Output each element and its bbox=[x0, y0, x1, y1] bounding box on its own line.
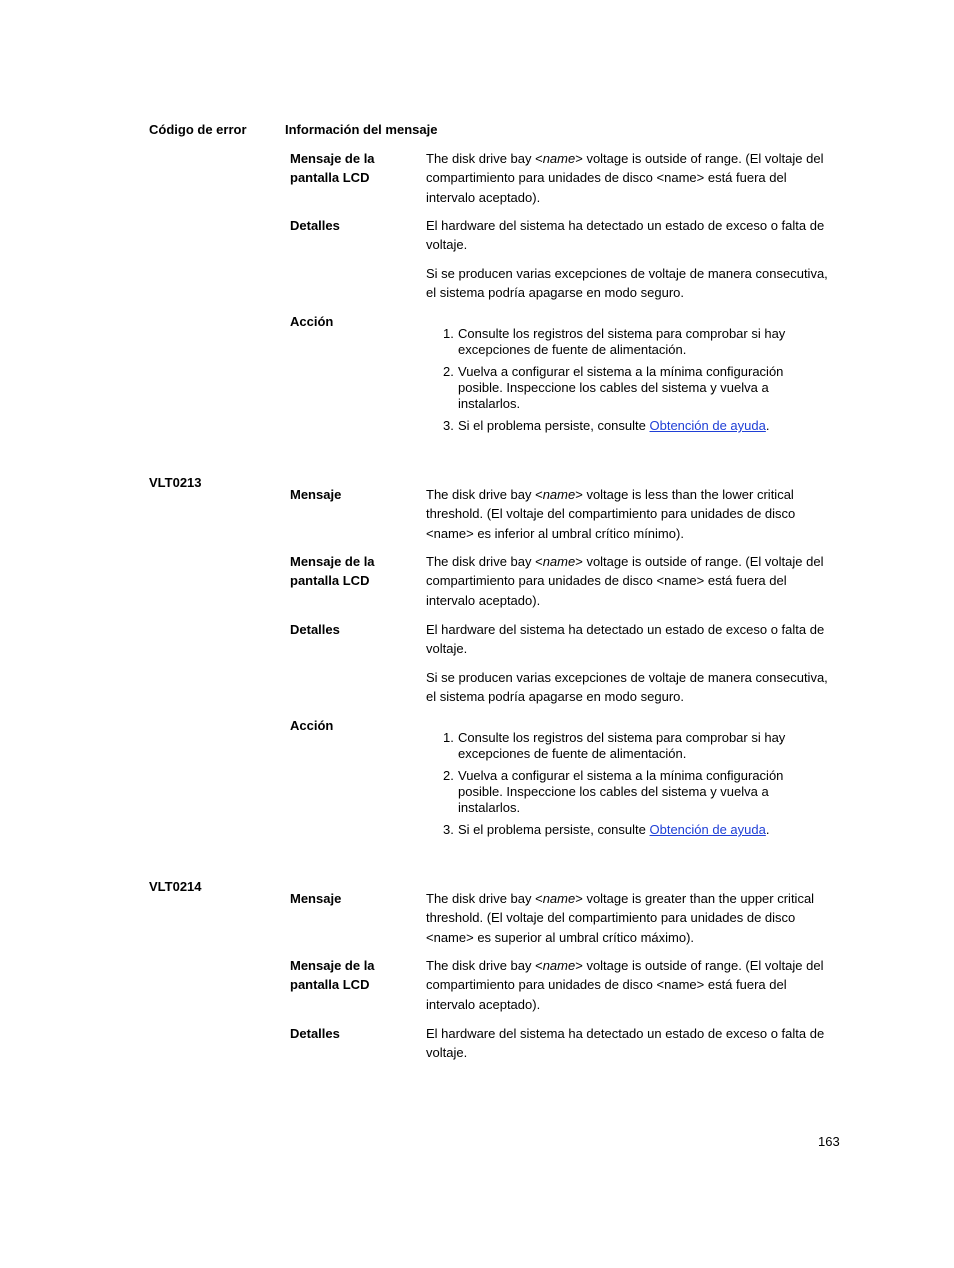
lcd-message-text: The disk drive bay <name> voltage is outside of range. (El voltaje del compartimiento para unidades de disco <name> está fuera del intervalo aceptado). bbox=[426, 151, 824, 205]
message-text: The disk drive bay <name> voltage is less than the lower critical threshold. (El voltaje del compartimiento para unidades de disco <name> es inferior al umbral crítico mínimo). bbox=[426, 487, 796, 541]
error-code-vlt0213: VLT0213 bbox=[149, 475, 202, 490]
label-message: Mensaje bbox=[290, 891, 342, 906]
message-text: The disk drive bay <name> voltage is greater than the upper critical threshold. (El voltaje del compartimiento para unidades de disco <name> es superior al umbral crítico máximo). bbox=[426, 891, 815, 945]
details-text: El hardware del sistema ha detectado un estado de exceso o falta de voltaje. bbox=[426, 1026, 825, 1061]
list-item: 1. Consulte los registros del sistema para comprobar si hay excepciones de fuente de alimentación. bbox=[443, 326, 786, 357]
lcd-message-text: The disk drive bay <name> voltage is outside of range. (El voltaje del compartimiento para unidades de disco <name> está fuera del intervalo aceptado). bbox=[426, 554, 824, 608]
label-lcd-message: Mensaje de la pantalla LCD bbox=[290, 151, 375, 186]
list-item: 3. Si el problema persiste, consulte Obtención de ayuda. bbox=[443, 418, 770, 433]
label-action: Acción bbox=[290, 314, 334, 329]
label-details: Detalles bbox=[290, 1026, 340, 1041]
help-link[interactable]: Obtención de ayuda bbox=[649, 822, 766, 837]
lcd-message-text: The disk drive bay <name> voltage is outside of range. (El voltaje del compartimiento para unidades de disco <name> está fuera del intervalo aceptado). bbox=[426, 958, 824, 1012]
list-item: 3. Si el problema persiste, consulte Obtención de ayuda. bbox=[443, 822, 770, 837]
action-list bbox=[443, 730, 823, 838]
list-item: 2. Vuelva a configurar el sistema a la mínima configuración posible. Inspeccione los cables del sistema y vuelva a instalarlos. bbox=[443, 768, 784, 815]
column-header-message-info: Información del mensaje bbox=[285, 122, 438, 137]
label-action: Acción bbox=[290, 718, 334, 733]
label-details: Detalles bbox=[290, 218, 340, 233]
list-item: 1. Consulte los registros del sistema para comprobar si hay excepciones de fuente de alimentación. bbox=[443, 730, 786, 761]
help-link[interactable]: Obtención de ayuda bbox=[649, 418, 766, 433]
details-extra-text: Si se producen varias excepciones de voltaje de manera consecutiva, el sistema podría apagarse en modo seguro. bbox=[426, 670, 828, 705]
label-lcd-message: Mensaje de la pantalla LCD bbox=[290, 958, 375, 993]
list-item: 2. Vuelva a configurar el sistema a la mínima configuración posible. Inspeccione los cables del sistema y vuelva a instalarlos. bbox=[443, 364, 784, 411]
column-header-error-code: Código de error bbox=[149, 122, 247, 137]
details-text: El hardware del sistema ha detectado un estado de exceso o falta de voltaje. bbox=[426, 622, 825, 657]
details-extra-text: Si se producen varias excepciones de voltaje de manera consecutiva, el sistema podría apagarse en modo seguro. bbox=[426, 266, 828, 301]
error-code-vlt0214: VLT0214 bbox=[149, 879, 202, 894]
page-number: 163 bbox=[818, 1134, 840, 1149]
label-lcd-message: Mensaje de la pantalla LCD bbox=[290, 554, 375, 589]
details-text: El hardware del sistema ha detectado un estado de exceso o falta de voltaje. bbox=[426, 218, 825, 253]
label-message: Mensaje bbox=[290, 487, 342, 502]
action-list bbox=[443, 326, 823, 434]
label-details: Detalles bbox=[290, 622, 340, 637]
